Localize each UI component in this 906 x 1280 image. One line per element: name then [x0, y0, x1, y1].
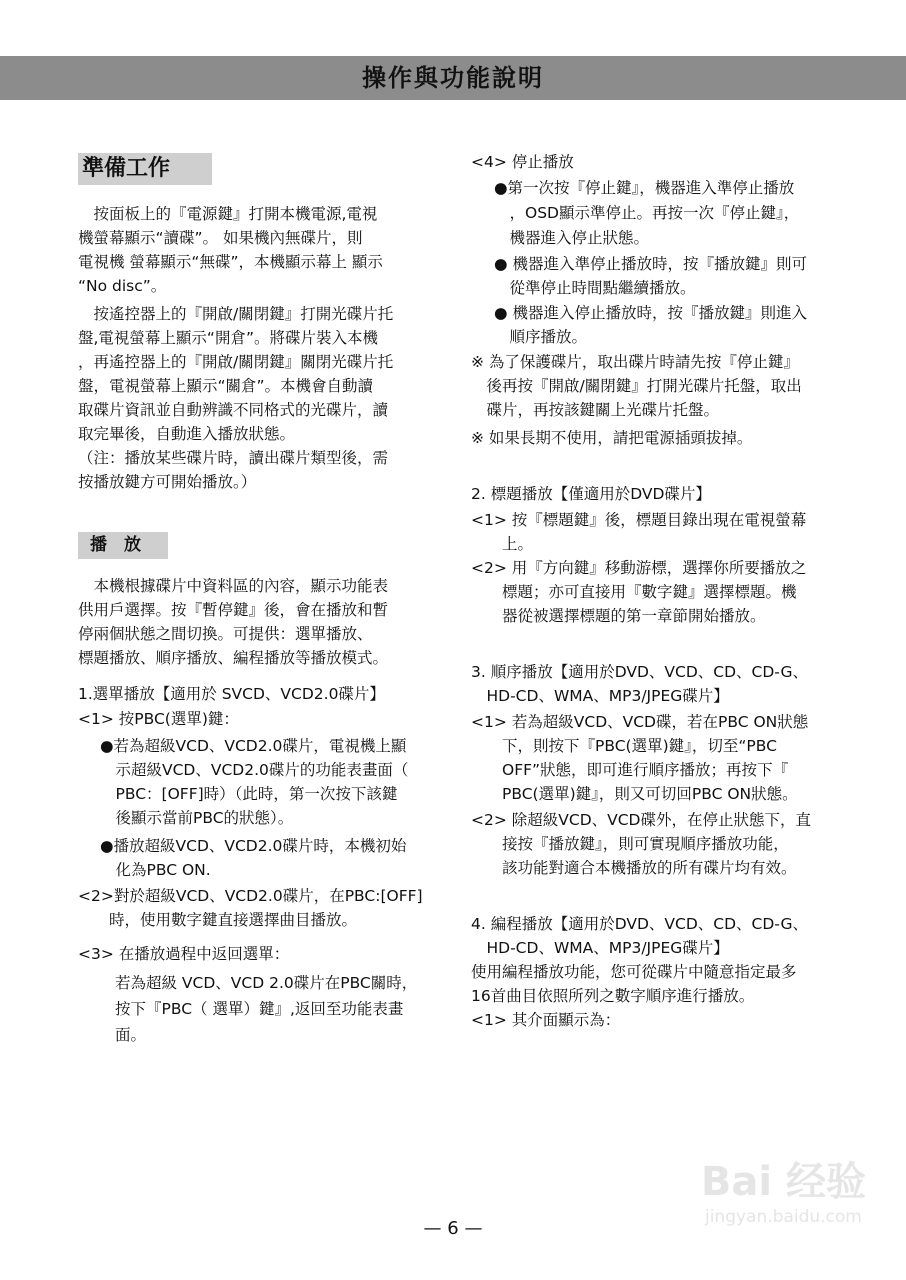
list-item: <2> 除超級VCD、VCD碟外，在停止狀態下，直 接按『播放鍵』，則可實現順序播放功能， 該功能對適合本機播放的所有碟片均有效。	[471, 811, 811, 877]
watermark	[701, 1150, 866, 1227]
list-item: 4. 編程播放【適用於DVD、VCD、CD、CD-G、 HD-CD、WMA、MP3/JPEG碟片】 使用編程播放功能，您可從碟片中隨意指定最多 16首曲目依照所列之數字順序進行播放。 <1> 其介面顯示為：	[471, 915, 808, 1029]
section-title-playback: 播 放	[78, 532, 168, 559]
list-item: 2. 標題播放【僅適用於DVD碟片】	[471, 485, 711, 503]
note: ※ 如果長期不使用，請把電源插頭拔掉。	[471, 429, 753, 447]
paragraph: 若為超級 VCD、VCD 2.0碟片在PBC關時， 按下『PBC（ 選單）鍵』,返回至功能表畫 面。	[115, 974, 418, 1044]
list-item: <2> 用『方向鍵』移動游標，選擇你所要播放之 標題；亦可直接用『數字鍵』選擇標題。機 器從被選擇標題的第一章節開始播放。	[471, 559, 807, 625]
list-item: <3> 在播放過程中返回選單：	[78, 945, 290, 963]
page-title: 操作與功能說明	[362, 64, 544, 92]
watermark-url: jingyan.baidu.com	[704, 1207, 862, 1227]
bullet-item: ●若為超級VCD、VCD2.0碟片，電視機上顯 示超級VCD、VCD2.0碟片的功能表畫面（ PBC：[OFF]時）（此時，第一次按下該鍵 後顯示當前PBC的狀態）。	[100, 737, 409, 827]
list-item: <1> 若為超級VCD、VCD碟，若在PBC ON狀態 下，則按下『PBC(選單)鍵』，切至“PBC OFF”狀態，即可進行順序播放；再按下『 PBC(選單)鍵』，則又可切回PBC ON狀態。	[471, 713, 809, 803]
list-item: <4> 停止播放	[471, 153, 574, 171]
list-item: <1> 按『標題鍵』後，標題目錄出現在電視螢幕 上。	[471, 511, 807, 553]
paragraph: 本機根據碟片中資料區的內容，顯示功能表 供用戶選擇。按『暫停鍵』後，會在播放和暫 停兩個狀態之間切換。可提供：選單播放、 標題播放、順序播放、編程播放等播放模式。	[78, 577, 389, 667]
list-item: <2>對於超級VCD、VCD2.0碟片，在PBC:[OFF] 時，使用數字鍵直接選擇曲目播放。	[78, 887, 423, 929]
bullet-item: ●播放超級VCD、VCD2.0碟片時，本機初始 化為PBC ON.	[100, 837, 407, 879]
paragraph: 按遙控器上的『開啟/關閉鍵』打開光碟片托 盤,電視螢幕上顯示“開倉”。將碟片裝入本機 ，再遙控器上的『開啟/關閉鍵』關閉光碟片托 盤，電視螢幕上顯示“關倉”。本機會自動讀 取碟片資訊並自動辨識不同格式的光碟片，讀 取完畢後，自動進入播放狀態。 （注：播放某些碟片時，讀出碟片類型後，需 按播放鍵方可開始播放。）	[78, 305, 394, 491]
watermark-logo: Bai 经验	[700, 1159, 866, 1205]
list-item: 3. 順序播放【適用於DVD、VCD、CD、CD-G、 HD-CD、WMA、MP3/JPEG碟片】	[471, 663, 808, 705]
bullet-item: ● 機器進入準停止播放時，按『播放鍵』則可 從準停止時間點繼續播放。	[494, 255, 807, 297]
bullet-item: ● 機器進入停止播放時，按『播放鍵』則進入 順序播放。	[494, 304, 807, 346]
note: ※ 為了保護碟片，取出碟片時請先按『停止鍵』 後再按『開啟/關閉鍵』打開光碟片托盤，取出 碟片，再按該鍵關上光碟片托盤。	[471, 353, 802, 419]
section-title-preparation: 準備工作	[78, 153, 212, 185]
paragraph: 按面板上的『電源鍵』打開本機電源,電視 機螢幕顯示“讀碟”。 如果機內無碟片，則 電視機 螢幕顯示“無碟”，本機顯示幕上 顯示 “No disc”。	[78, 205, 383, 295]
page-number: — 6 —	[423, 1218, 483, 1239]
list-item: <1> 按PBC(選單)鍵：	[78, 710, 239, 728]
list-item: 1.選單播放【適用於 SVCD、VCD2.0碟片】	[78, 685, 385, 703]
bullet-item: ●第一次按『停止鍵』，機器進入準停止播放 ，OSD顯示準停止。再按一次『停止鍵』， 機器進入停止狀態。	[494, 179, 800, 247]
